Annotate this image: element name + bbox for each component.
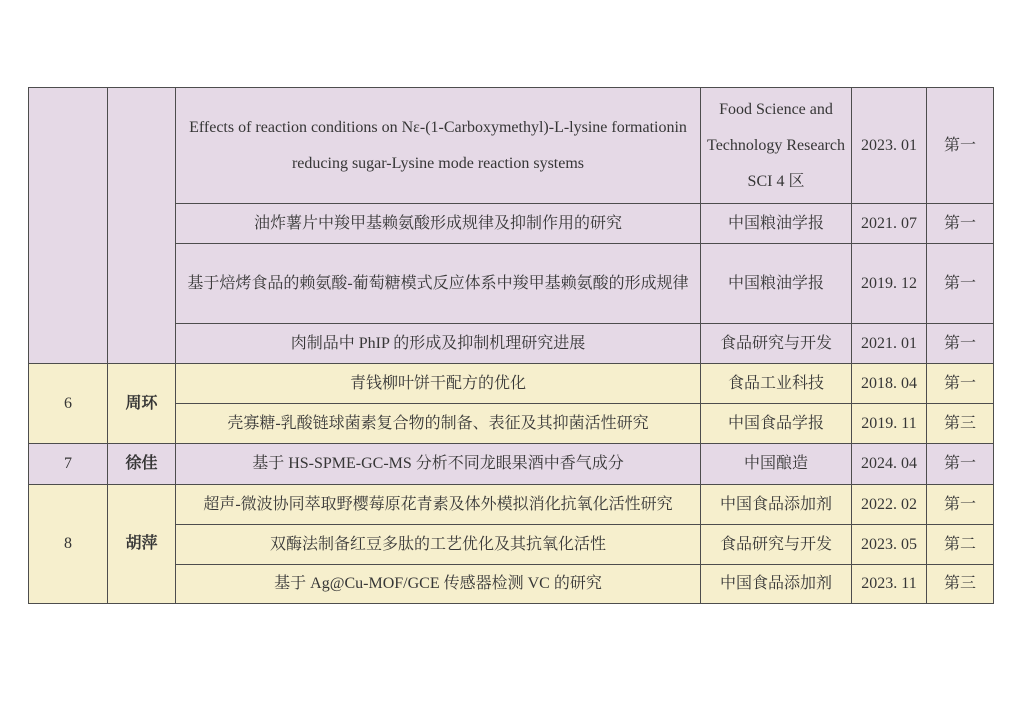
cell-journal: 食品研究与开发 [701, 324, 852, 364]
cell-title: 壳寡糖-乳酸链球菌素复合物的制备、表征及其抑菌活性研究 [176, 404, 701, 444]
cell-rank: 第一 [927, 244, 994, 324]
cell-rank: 第一 [927, 364, 994, 404]
cell-title: 基于 HS-SPME-GC-MS 分析不同龙眼果酒中香气成分 [176, 444, 701, 485]
cell-number: 8 [29, 485, 108, 604]
cell-date: 2024. 04 [852, 444, 927, 485]
cell-title: 基于 Ag@Cu-MOF/GCE 传感器检测 VC 的研究 [176, 565, 701, 604]
cell-date: 2021. 07 [852, 204, 927, 244]
cell-journal: Food Science and Technology Research SCI 4 区 [701, 88, 852, 204]
cell-title: 基于焙烤食品的赖氨酸-葡萄糖模式反应体系中羧甲基赖氨酸的形成规律 [176, 244, 701, 324]
cell-title: 双酶法制备红豆多肽的工艺优化及其抗氧化活性 [176, 525, 701, 565]
cell-rank: 第一 [927, 324, 994, 364]
cell-rank: 第一 [927, 204, 994, 244]
cell-date: 2021. 01 [852, 324, 927, 364]
table-row [29, 444, 994, 485]
cell-date: 2023. 01 [852, 88, 927, 204]
cell-name [108, 88, 176, 364]
cell-journal: 食品研究与开发 [701, 525, 852, 565]
cell-date: 2023. 05 [852, 525, 927, 565]
cell-journal: 中国食品学报 [701, 404, 852, 444]
cell-name: 胡萍 [108, 485, 176, 604]
cell-date: 2019. 12 [852, 244, 927, 324]
cell-number [29, 88, 108, 364]
cell-title: 青钱柳叶饼干配方的优化 [176, 364, 701, 404]
cell-number: 7 [29, 444, 108, 485]
cell-date: 2018. 04 [852, 364, 927, 404]
cell-number: 6 [29, 364, 108, 444]
cell-rank: 第三 [927, 404, 994, 444]
cell-name: 周环 [108, 364, 176, 444]
cell-journal: 中国粮油学报 [701, 244, 852, 324]
cell-journal: 中国食品添加剂 [701, 485, 852, 525]
cell-journal: 中国食品添加剂 [701, 565, 852, 604]
table-row [29, 485, 994, 525]
cell-rank: 第三 [927, 565, 994, 604]
cell-journal: 食品工业科技 [701, 364, 852, 404]
cell-rank: 第一 [927, 444, 994, 485]
cell-journal: 中国酿造 [701, 444, 852, 485]
publications-table [28, 87, 994, 604]
cell-title: 油炸薯片中羧甲基赖氨酸形成规律及抑制作用的研究 [176, 204, 701, 244]
cell-title: 肉制品中 PhIP 的形成及抑制机理研究进展 [176, 324, 701, 364]
cell-date: 2019. 11 [852, 404, 927, 444]
cell-rank: 第一 [927, 88, 994, 204]
cell-name: 徐佳 [108, 444, 176, 485]
table-row [29, 88, 994, 204]
cell-title: 超声-微波协同萃取野樱莓原花青素及体外模拟消化抗氧化活性研究 [176, 485, 701, 525]
cell-date: 2023. 11 [852, 565, 927, 604]
cell-rank: 第二 [927, 525, 994, 565]
cell-journal: 中国粮油学报 [701, 204, 852, 244]
cell-date: 2022. 02 [852, 485, 927, 525]
cell-rank: 第一 [927, 485, 994, 525]
table-row [29, 364, 994, 404]
cell-title: Effects of reaction conditions on Nε-(1-Carboxymethyl)-L-lysine formationin reducing sugar-Lysine mode reaction systems [176, 88, 701, 204]
